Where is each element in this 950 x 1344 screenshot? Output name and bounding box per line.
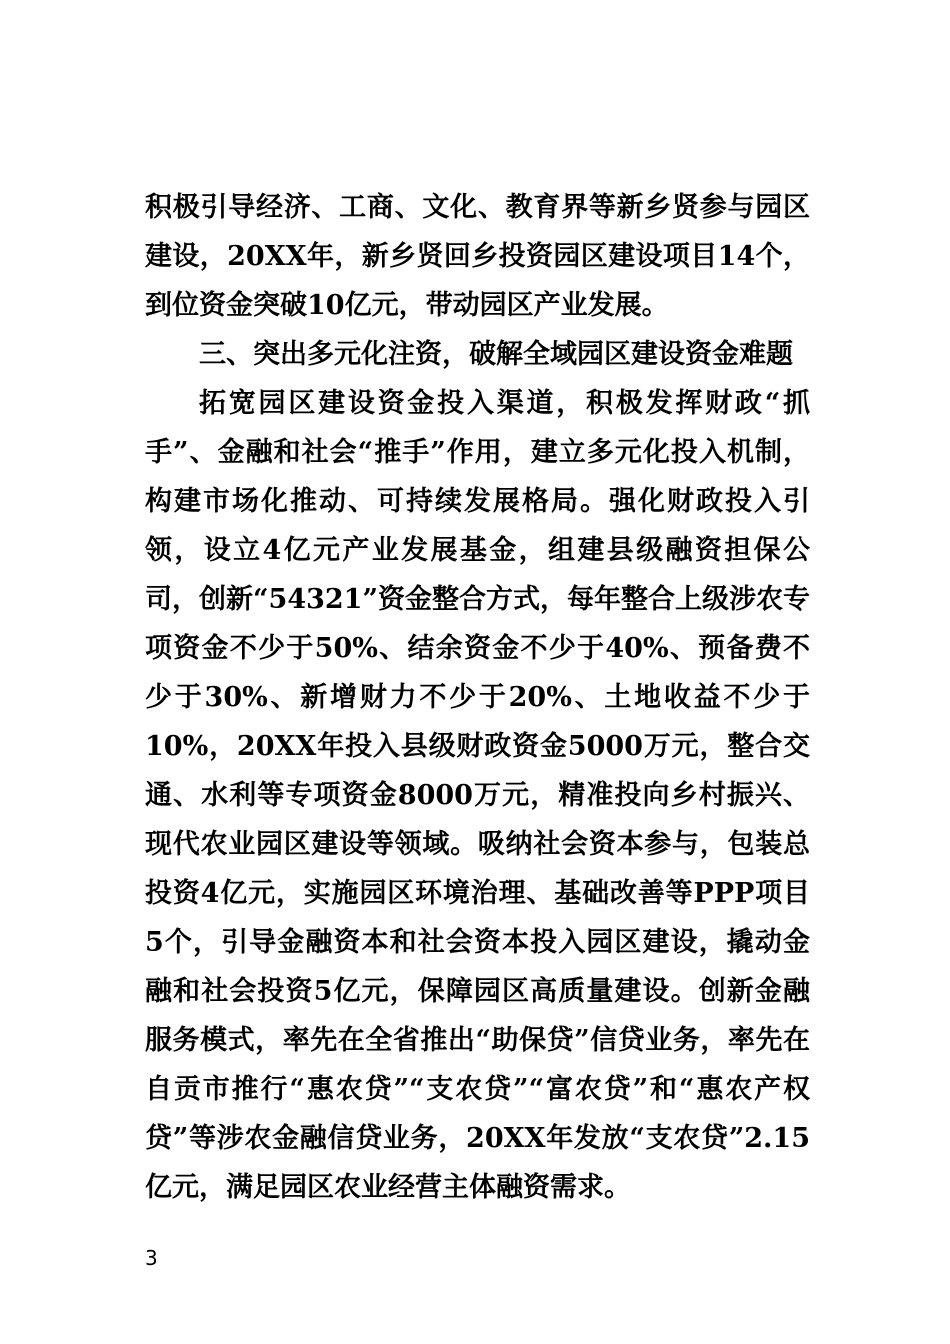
body-text <box>145 183 810 1212</box>
paragraph-continuation: 积极引导经济、工商、文化、教育界等新乡贤参与园区建设，20XX年，新乡贤回乡投资园区建设项目14个，到位资金突破10亿元，带动园区产业发展。 <box>145 192 810 321</box>
paragraph-body: 拓宽园区建设资金投入渠道，积极发挥财政“抓手”、金融和社会“推手”作用，建立多元化投入机制，构建市场化推动、可持续发展格局。强化财政投入引领，设立4亿元产业发展基金，组建县级融资担保公司，创新“54321”资金整合方式，每年整合上级涉农专项资金不少于50%、结余资金不少于40%、预备费不少于30%、新增财力不少于20%、土地收益不少于10%，20XX年投入县级财政资金5000万元，整合交通、水利等专项资金8000万元，精准投向乡村振兴、现代农业园区建设等领域。吸纳社会资本参与，包装总投资4亿元，实施园区环境治理、基础改善等PPP项目5个，引导金融资本和社会资本投入园区建设，撬动金融和社会投资5亿元，保障园区高质量建设。创新金融服务模式，率先在全省推出“助保贷”信贷业务，率先在自贡市推行“惠农贷”“支农贷”“富农贷”和“惠农产权贷”等涉农金融信贷业务，20XX年发放“支农贷”2.15亿元，满足园区农业经营主体融资需求。 <box>145 388 810 1203</box>
page-number: 3 <box>145 1246 158 1270</box>
section-heading: 三、突出多元化注资，破解全域园区建设资金难题 <box>199 339 793 370</box>
